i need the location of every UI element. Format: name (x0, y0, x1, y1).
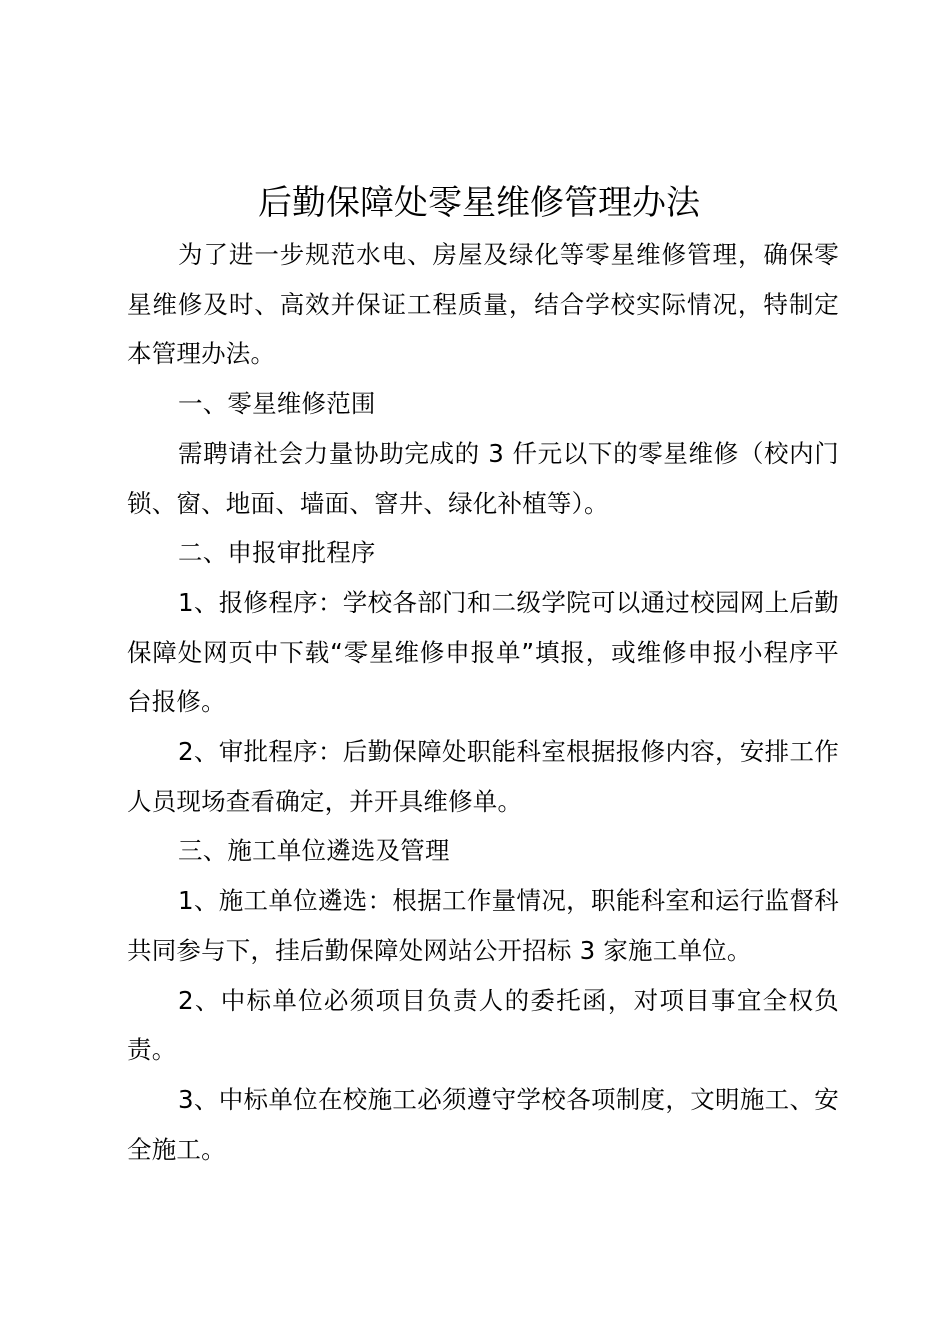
section-heading-contractor: 三、施工单位遴选及管理 (178, 836, 450, 866)
approval-procedure-paragraph: 2、审批程序：后勤保障处职能科室根据报修内容，安排工作人员现场查看确定，并开具维修单。 (127, 737, 839, 816)
section-heading-approval: 二、申报审批程序 (178, 538, 376, 568)
contractor-selection-paragraph: 1、施工单位遴选：根据工作量情况，职能科室和运行监督科共同参与下，挂后勤保障处网站公开招标 3 家施工单位。 (127, 886, 839, 965)
intro-paragraph: 为了进一步规范水电、房屋及绿化等零星维修管理，确保零星维修及时、高效并保证工程质量，结合学校实际情况，特制定本管理办法。 (127, 240, 839, 369)
document-title: 后勤保障处零星维修管理办法 (258, 183, 700, 223)
scope-paragraph: 需聘请社会力量协助完成的 3 仟元以下的零星维修（校内门锁、窗、地面、墙面、窨井、绿化补植等）。 (127, 438, 839, 518)
section-heading-scope: 一、零星维修范围 (178, 389, 376, 419)
repair-procedure-paragraph: 1、报修程序：学校各部门和二级学院可以通过校园网上后勤保障处网页中下载“零星维修申报单”填报，或维修申报小程序平台报修。 (127, 587, 839, 717)
contractor-authorization-paragraph: 2、中标单位必须项目负责人的委托函，对项目事宜全权负责。 (127, 985, 839, 1065)
document-body (127, 230, 839, 1174)
contractor-conduct-paragraph: 3、中标单位在校施工必须遵守学校各项制度，文明施工、安全施工。 (127, 1084, 839, 1164)
